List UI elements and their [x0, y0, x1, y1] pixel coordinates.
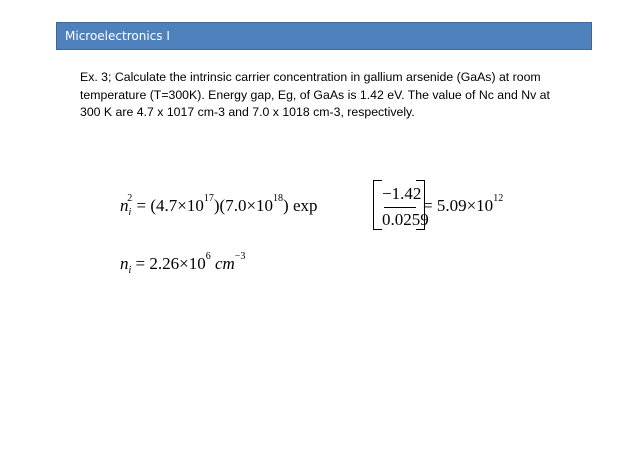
eq1-lhs-var: n: [120, 196, 129, 215]
eq2-unit: cm: [214, 254, 235, 273]
eq1-fraction-denominator: 0.0259: [382, 210, 429, 229]
eq2-unit-exp: −3: [234, 251, 246, 262]
eq2-lhs-sub: i: [128, 265, 132, 276]
eq2-lhs-var: n: [120, 254, 129, 273]
eq1-result-exp: 12: [493, 193, 504, 204]
eq2-value-exp: 6: [205, 251, 211, 262]
eq1-fraction-bar: [384, 207, 416, 208]
equation-intrinsic-result: [120, 251, 246, 276]
eq1-factor1: = (4.7×10: [136, 196, 204, 215]
eq1-factor2: )(7.0×10: [213, 196, 274, 215]
eq1-lhs-sup: 2: [127, 193, 133, 204]
slide-title: Microelectronics I: [65, 29, 170, 43]
equation-intrinsic-squared: [120, 193, 318, 218]
slide-header-bar: [56, 22, 592, 50]
eq1-factor2-exp: 18: [273, 193, 284, 204]
eq1-left-bracket: [373, 180, 382, 230]
eq1-fraction-numerator: −1.42: [382, 184, 422, 203]
eq1-result: [423, 193, 504, 216]
eq2-value: = 2.26×10: [135, 254, 206, 273]
eq1-factor1-exp: 17: [203, 193, 214, 204]
eq1-exp-func: ) exp: [283, 196, 318, 215]
problem-statement: Ex. 3; Calculate the intrinsic carrier concentration in gallium arsenide (GaAs) at room temperature (T=300K). Energy gap, Eg, of GaAs is 1.42 eV. The value of Nc and Nv at 300 K are 4.7 x 1017 cm-3 and 7.0 x 1018 cm-3, respectively.: [80, 70, 550, 119]
eq1-result-mantissa: = 5.09×10: [423, 196, 494, 215]
eq1-lhs-sub: i: [128, 207, 132, 218]
